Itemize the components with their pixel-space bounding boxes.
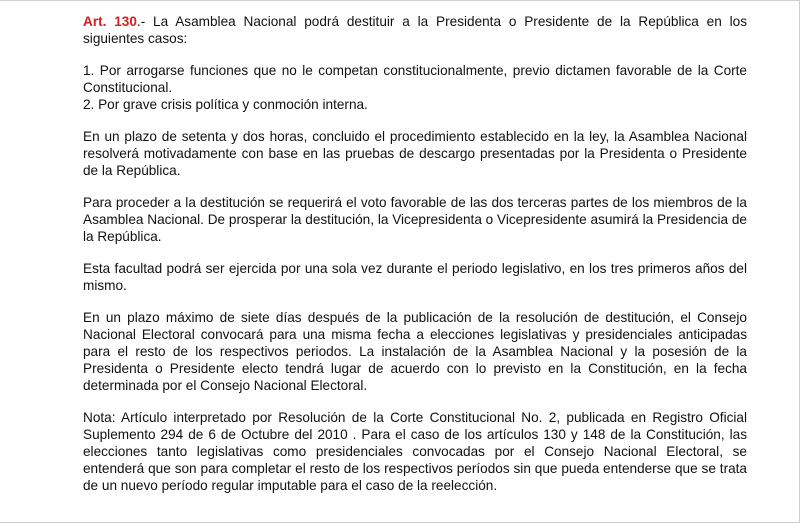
case-item-2: 2. Por grave crisis política y conmoción interna. bbox=[83, 97, 368, 112]
article-content bbox=[83, 13, 747, 509]
paragraph-resolution-deadline: En un plazo de setenta y dos horas, concluido el procedimiento establecido en la ley, la Asamblea Nacional resolverá motivadamente con base en las pruebas de descargo presentadas por la Presidenta o Presidente de la República. bbox=[83, 129, 747, 178]
paragraph-single-use: Esta facultad podrá ser ejercida por una sola vez durante el periodo legislativo, en los tres primeros años del mismo. bbox=[83, 261, 747, 293]
article-intro-text: .- La Asamblea Nacional podrá destituir a la Presidenta o Presidente de la República en los siguientes casos: bbox=[83, 14, 747, 46]
paragraph-elections-call: En un plazo máximo de siete días después de la publicación de la resolución de destitución, el Consejo Nacional Electoral convocará para una misma fecha a elecciones legislativas y presidenciales anticipadas para el resto de los respectivos periodos. La instalación de la Asamblea Nacional y la posesión de la Presidenta o Presidente electo tendrá lugar de acuerdo con lo previsto en la Constitución, en la fecha determinada por el Consejo Nacional Electoral. bbox=[83, 310, 747, 393]
case-item-1: 1. Por arrogarse funciones que no le competan constitucionalmente, previo dictamen favorable de la Corte Constitucional. bbox=[83, 63, 747, 95]
cases-list bbox=[83, 62, 747, 113]
article-number: Art. 130 bbox=[83, 14, 137, 29]
paragraph-interpretation-note: Nota: Artículo interpretado por Resolución de la Corte Constitucional No. 2, publicada en Registro Oficial Suplemento 294 de 6 de Octubre del 2010 . Para el caso de los artículos 130 y 148 de la Constitución, las elecciones tanto legislativas como presidenciales convocadas por el Consejo Nacional Electoral, se entenderá que son para completar el resto de los respectivos períodos sin que pueda entenderse que se trata de un nuevo período regular imputable para el caso de la reelección. bbox=[83, 410, 747, 493]
paragraph-vote-requirement: Para proceder a la destitución se requerirá el voto favorable de las dos terceras partes de los miembros de la Asamblea Nacional. De prosperar la destitución, la Vicepresidenta o Vicepresidente asumirá la Presidencia de la República. bbox=[83, 195, 747, 244]
article-heading-paragraph bbox=[83, 13, 747, 47]
